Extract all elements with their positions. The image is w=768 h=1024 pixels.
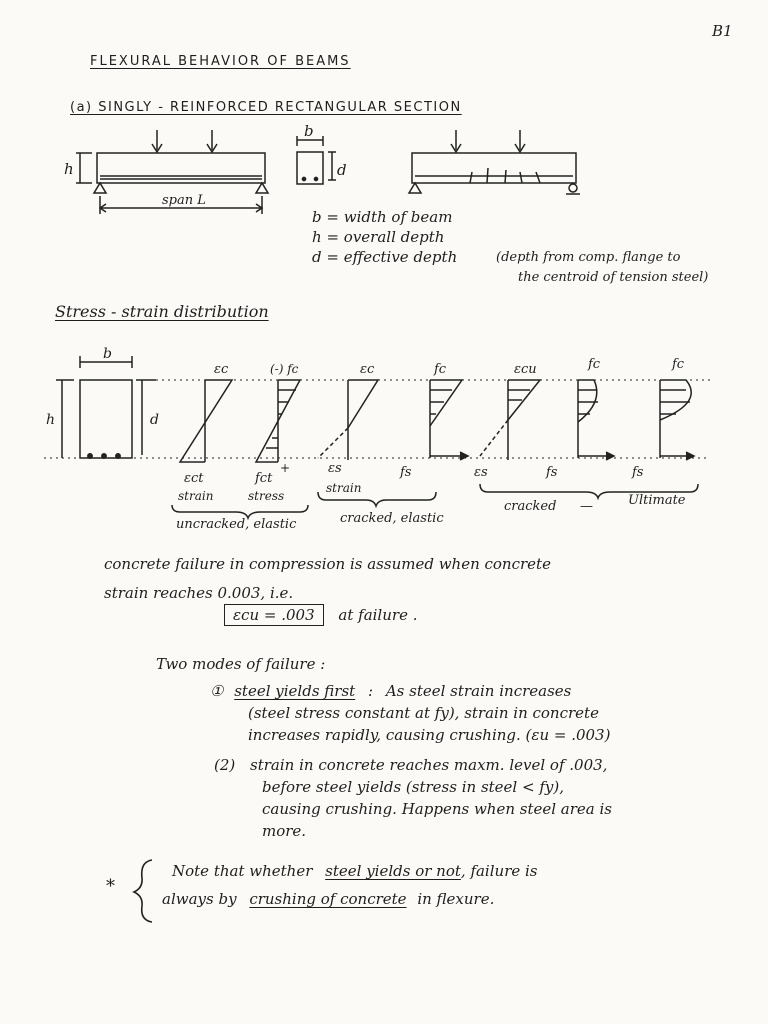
section-a-heading: (a) SINGLY - REINFORCED RECTANGULAR SECTION: [70, 100, 462, 115]
note-line2-underlined: crushing of concrete: [249, 890, 407, 908]
ec-label-2: εc: [360, 362, 375, 377]
mode2-line2: before steel yields (stress in steel < fy),: [262, 778, 564, 796]
def-sym-b: b: [312, 208, 322, 226]
cracked-ultimate-label: cracked: [504, 499, 557, 514]
note-line2: [162, 890, 494, 908]
note-line1-a: Note that whether: [172, 862, 313, 880]
page-title: FLEXURAL BEHAVIOR OF BEAMS: [90, 54, 351, 69]
mode2-number: (2): [214, 756, 236, 774]
note-line1-b: , failure is: [460, 862, 538, 880]
dist-h-label: h: [46, 412, 56, 428]
strain-label-2: strain: [326, 481, 362, 495]
def-note-line2: the centroid of tension steel): [518, 270, 709, 285]
modes-title: Two modes of failure :: [156, 655, 326, 673]
mode1-line2: (steel stress constant at fy), strain in concrete: [248, 704, 599, 722]
ecu-label: εcu: [514, 362, 537, 377]
fs-label-3: fs: [632, 465, 644, 480]
fs-label-2: fs: [546, 465, 558, 480]
formula-box: εcu = .003: [224, 604, 324, 626]
beam-b-label: b: [304, 122, 314, 140]
def-sym-d: d: [312, 248, 322, 266]
mode1-line1: As steel strain increases: [385, 682, 572, 700]
def-note-line1: (depth from comp. flange to: [496, 250, 681, 265]
mode1-colon: :: [367, 682, 374, 700]
note-line1: [172, 862, 538, 880]
fc-label-2: fc: [588, 357, 601, 372]
note-line1-underlined: steel yields or not: [325, 862, 461, 880]
def-text-d: = effective depth: [326, 248, 458, 266]
ect-label: εct: [184, 471, 204, 486]
es-label-1: εs: [328, 461, 342, 476]
stress-label: stress: [248, 489, 285, 503]
para1-line2: strain reaches 0.003, i.e.: [104, 584, 294, 602]
plus-label: +: [280, 461, 291, 475]
note-star: *: [106, 876, 115, 897]
def-text-h: = overall depth: [326, 228, 445, 246]
mode1-number: ①: [210, 682, 224, 700]
mode2-line1: strain in concrete reaches maxm. level of .003,: [250, 756, 608, 774]
ultimate-dash: —: [580, 499, 593, 514]
def-text-b: = width of beam: [326, 208, 453, 226]
fc-label-3: fc: [672, 357, 685, 372]
ec-label-1: εc: [214, 362, 229, 377]
page-number: B1: [712, 22, 733, 40]
mode2-line4: more.: [262, 822, 307, 840]
ultimate-label: Ultimate: [628, 493, 686, 508]
uncracked-elastic-label: uncracked, elastic: [176, 517, 297, 532]
formula-suffix: at failure .: [338, 606, 418, 624]
note-line2-a: always by: [162, 890, 237, 908]
section-b-heading: Stress - strain distribution: [55, 302, 269, 321]
fct-label: fct: [255, 471, 273, 486]
beam-h-label: h: [64, 160, 74, 178]
strain-label: strain: [178, 489, 214, 503]
dist-d-label: d: [150, 412, 159, 428]
fs-label-1: fs: [400, 465, 412, 480]
para1-line1: concrete failure in compression is assumed when concrete: [104, 555, 551, 573]
note-line2-b: in flexure.: [417, 890, 495, 908]
mode2-line3: causing crushing. Happens when steel area is: [262, 800, 612, 818]
fc-label-1: fc: [434, 362, 447, 377]
def-sym-h: h: [312, 228, 322, 246]
dist-b-label: b: [103, 346, 112, 362]
cracked-elastic-label: cracked, elastic: [340, 511, 444, 526]
beam-d-label: d: [337, 161, 347, 179]
mode1-line3: increases rapidly, causing crushing. (εu = .003): [248, 726, 611, 744]
es-label-2: εs: [474, 465, 488, 480]
fc-neg-label: (-) fc: [270, 362, 299, 376]
span-label: span L: [162, 193, 206, 208]
mode1-heading: steel yields first: [234, 682, 356, 700]
